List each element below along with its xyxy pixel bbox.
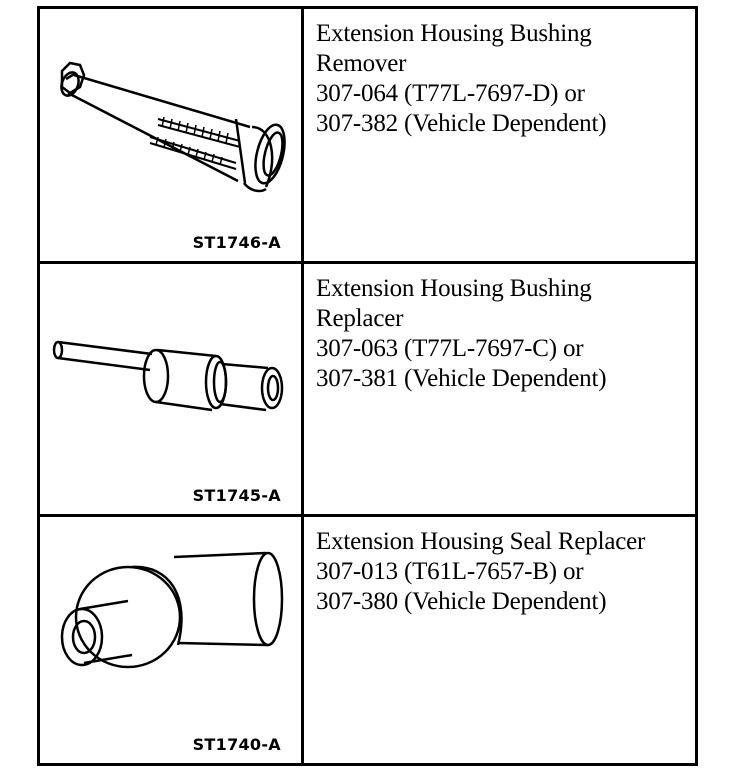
tool-row <box>40 517 695 763</box>
tool-description-line: Extension Housing Bushing <box>316 20 592 47</box>
tool-description-line: 307-013 (T61L-7657-B) or <box>316 558 584 585</box>
tool-illustration-cell <box>40 9 301 261</box>
tool-description-line: Replacer <box>316 305 404 332</box>
illustration-code: ST1746-A <box>192 233 281 252</box>
tool-description <box>316 19 688 139</box>
tool-row <box>40 9 695 264</box>
tool-illustration-cell <box>40 264 301 514</box>
illustration-code: ST1740-A <box>192 735 281 754</box>
tool-description <box>316 274 688 394</box>
tool-description-line: 307-380 (Vehicle Dependent) <box>316 588 607 615</box>
tool-description-line: Extension Housing Seal Replacer <box>316 528 646 555</box>
bushing-remover-icon <box>40 9 301 261</box>
tool-description-line: 307-382 (Vehicle Dependent) <box>316 110 607 137</box>
seal-replacer-icon <box>40 517 301 763</box>
illustration-code: ST1745-A <box>192 486 281 505</box>
tool-description-line: 307-063 (T77L-7697-C) or <box>316 335 584 362</box>
tool-description-line: Remover <box>316 50 407 77</box>
tool-description-line: 307-064 (T77L-7697-D) or <box>316 80 585 107</box>
tool-description-line: 307-381 (Vehicle Dependent) <box>316 365 607 392</box>
bushing-replacer-icon <box>40 264 301 514</box>
special-tools-table <box>37 6 698 766</box>
tool-illustration-cell <box>40 517 301 763</box>
tool-description-line: Extension Housing Bushing <box>316 275 592 302</box>
tool-description <box>316 527 688 617</box>
tool-row <box>40 264 695 517</box>
